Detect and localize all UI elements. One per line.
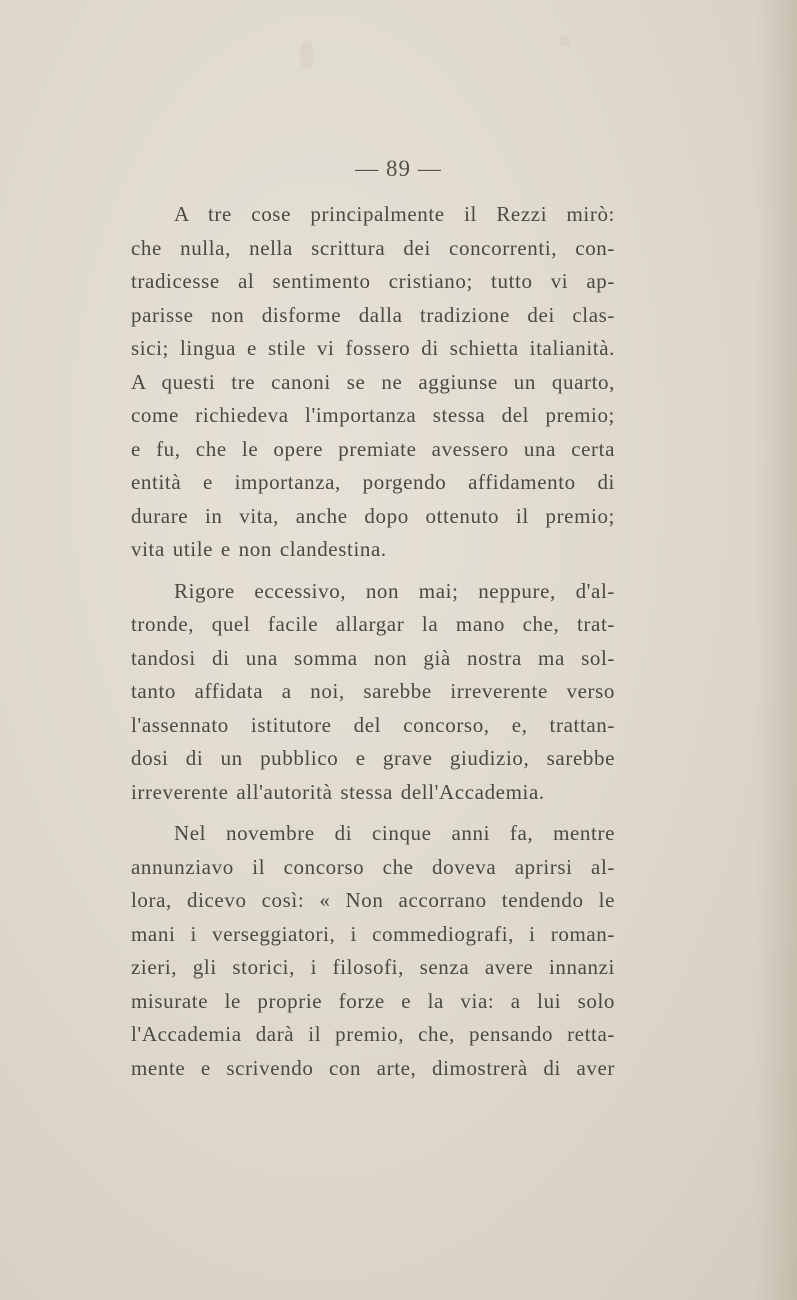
text-line: A questi tre canoni se ne aggiunse un quarto, bbox=[131, 369, 615, 394]
text-line: zieri, gli storici, i filosofi, senza avere innanzi bbox=[131, 955, 615, 979]
text-line: che nulla, nella scrittura dei concorrenti, con- bbox=[131, 235, 615, 260]
text-line: irreverente all'autorità stessa dell'Accademia. bbox=[131, 779, 545, 804]
text-line: tandosi di una somma non già nostra ma sol- bbox=[131, 645, 615, 670]
text-line: entità e importanza, porgendo affidamento di bbox=[131, 470, 615, 494]
page-number: — 89 — bbox=[355, 156, 442, 181]
text-line: annunziavo il concorso che doveva aprirsi al- bbox=[131, 854, 615, 879]
text-line: e fu, che le opere premiate avessero una certa bbox=[131, 436, 615, 461]
paper-stain bbox=[300, 40, 314, 70]
text-line: mente e scrivendo con arte, dimostrerà di aver bbox=[131, 1055, 615, 1080]
text-line: l'assennato istitutore del concorso, e, trattan- bbox=[131, 712, 615, 737]
page-edge-shadow bbox=[755, 0, 797, 1300]
body-text bbox=[131, 198, 615, 1085]
text-line: vita utile e non clandestina. bbox=[131, 537, 387, 561]
text-line: misurate le proprie forze e la via: a lui solo bbox=[131, 988, 615, 1013]
text-line: A tre cose principalmente il Rezzi mirò: bbox=[174, 202, 615, 226]
text-line: Nel novembre di cinque anni fa, mentre bbox=[174, 821, 615, 845]
text-line: sici; lingua e stile vi fossero di schietta italianità. bbox=[131, 336, 615, 360]
text-line: tanto affidata a noi, sarebbe irreverente verso bbox=[131, 679, 615, 703]
text-line: l'Accademia darà il premio, che, pensando retta- bbox=[131, 1022, 615, 1046]
text-line: lora, dicevo così: « Non accorrano tendendo le bbox=[131, 888, 615, 912]
text-line: Rigore eccessivo, non mai; neppure, d'al- bbox=[174, 578, 615, 603]
text-line: come richiedeva l'importanza stessa del premio; bbox=[131, 403, 615, 427]
text-line: tronde, quel facile allargar la mano che, trat- bbox=[131, 612, 615, 636]
text-line: durare in vita, anche dopo ottenuto il premio; bbox=[131, 503, 615, 528]
text-line: dosi di un pubblico e grave giudizio, sarebbe bbox=[131, 746, 615, 770]
text-line: tradicesse al sentimento cristiano; tutto vi ap- bbox=[131, 269, 615, 293]
paper-stain bbox=[560, 36, 570, 46]
text-line: mani i verseggiatori, i commediografi, i roman- bbox=[131, 921, 615, 946]
text-line: parisse non disforme dalla tradizione dei clas- bbox=[131, 302, 615, 327]
